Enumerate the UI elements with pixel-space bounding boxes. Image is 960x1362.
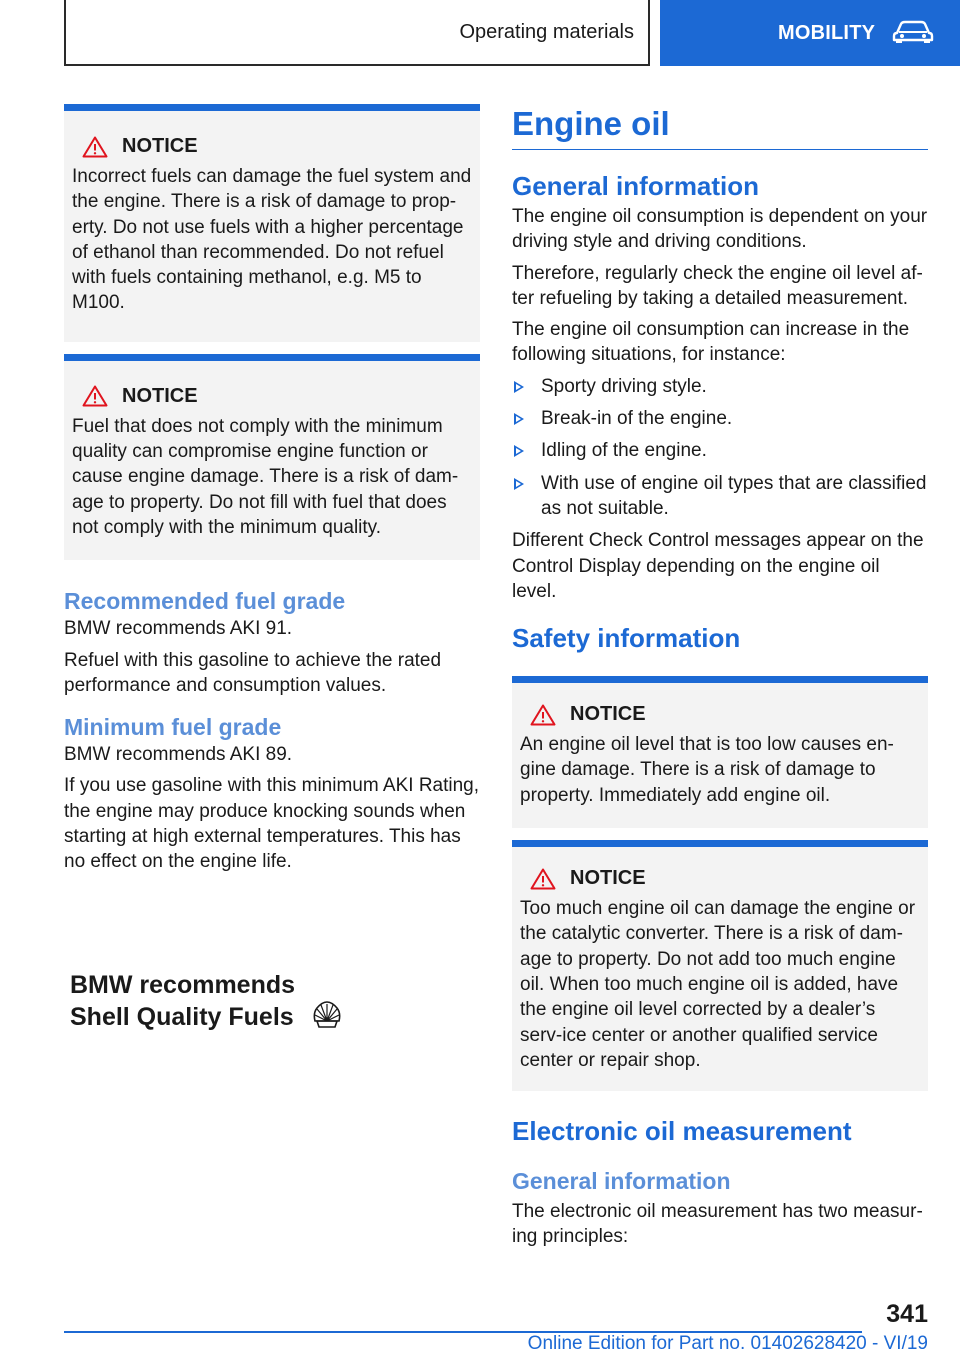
- warning-icon: [530, 868, 556, 890]
- notice-title: NOTICE: [570, 703, 646, 726]
- notice-box: [512, 676, 928, 828]
- paragraph: The electronic oil measurement has two measur‐ing principles:: [512, 1201, 923, 1248]
- notice-box: [512, 840, 928, 1091]
- shell-recommendation-logo: [70, 970, 370, 1037]
- notice-box: [64, 104, 480, 342]
- paragraph: Refuel with this gasoline to achieve the rated performance and consumption values.: [64, 649, 442, 696]
- notice-title: NOTICE: [570, 867, 646, 890]
- footer-edition: Online Edition for Part no. 01402628420 - VI/19: [527, 1333, 928, 1354]
- paragraph: If you use gasoline with this minimum AKI Rating, the engine may produce knocking sounds when starting at high external temperatures. This has no effect on the engine life.: [64, 775, 480, 873]
- bullet-triangle-icon: [514, 478, 524, 490]
- bullet-triangle-icon: [514, 445, 524, 457]
- paragraph: Therefore, regularly check the engine oil level af‐ter refueling by taking a detailed measurement.: [512, 262, 923, 309]
- list-item: Break-in of the engine.: [512, 406, 928, 431]
- left-column: [64, 104, 480, 881]
- section-heading: General information: [512, 171, 760, 201]
- list-item: Idling of the engine.: [512, 438, 928, 463]
- shell-line-2: Shell Quality Fuels: [70, 1003, 294, 1031]
- notice-title: NOTICE: [122, 384, 198, 407]
- right-column: [512, 104, 928, 1256]
- section-heading: Recommended fuel grade: [64, 588, 346, 615]
- general-information-section: [512, 170, 928, 604]
- car-icon: [891, 19, 935, 48]
- page-title: Engine oil: [512, 104, 928, 150]
- section-heading: Minimum fuel grade: [64, 714, 282, 741]
- notice-header: [82, 385, 472, 408]
- notice-box: [64, 354, 480, 560]
- paragraph: Different Check Control messages appear on the Control Display depending on the engine oil level.: [512, 530, 924, 602]
- notice-body: Incorrect fuels can damage the fuel system and the engine. There is a risk of damage to prop‐erty. Do not use fuels with a higher percentage of ethanol than recommended. Do not refuel with fuels containing methanol, e.g. M5 to M100.: [72, 166, 472, 314]
- paragraph: BMW recommends AKI 91.: [64, 618, 293, 640]
- page-number: 341: [886, 1300, 928, 1328]
- paragraph: The engine oil consumption can increase in the following situations, for instance:: [512, 319, 910, 366]
- notice-body: An engine oil level that is too low causes en‐gine damage. There is a risk of damage to property. Immediately add engine oil.: [520, 734, 894, 806]
- recommended-fuel-section: [64, 586, 480, 698]
- header-mobility-tab[interactable]: [660, 0, 960, 66]
- header-section-box: [64, 0, 650, 66]
- notice-header: [82, 135, 472, 158]
- list-item: Sporty driving style.: [512, 374, 928, 399]
- notice-body: Fuel that does not comply with the minimum quality can compromise engine function or cause engine damage. There is a risk of dam‐age to property. Do not fill with fuel that does not comply with the minimum quality.: [72, 415, 459, 538]
- notice-body: Too much engine oil can damage the engine or the catalytic converter. There is a risk of dam‐age to property. Do not add too much engine oil. When too much engine oil is added, have the engine oil level corrected by a dealer’s serv‐ice center or another qualified service center or repair shop.: [520, 898, 916, 1071]
- notice-title: NOTICE: [122, 135, 198, 157]
- paragraph: BMW recommends AKI 89.: [64, 744, 293, 766]
- shell-line-1: BMW recommends: [70, 971, 296, 999]
- section-heading: Safety information: [512, 623, 741, 654]
- header-section-title: Operating materials: [459, 20, 634, 43]
- safety-information-section: [512, 622, 928, 1091]
- warning-icon: [82, 385, 108, 407]
- warning-icon: [82, 136, 108, 158]
- header-tab-label: MOBILITY: [778, 21, 876, 44]
- minimum-fuel-section: [64, 712, 480, 874]
- subsection-heading: General information: [512, 1168, 731, 1195]
- notice-header: [530, 703, 920, 726]
- bullet-triangle-icon: [514, 381, 524, 393]
- bullet-triangle-icon: [514, 413, 524, 425]
- situations-list: [512, 374, 928, 521]
- paragraph: The engine oil consumption is dependent on your driving style and driving conditions.: [512, 206, 928, 253]
- electronic-oil-measurement-section: [512, 1115, 928, 1250]
- shell-pecten-icon: [311, 1001, 343, 1037]
- section-heading: Electronic oil measurement: [512, 1116, 852, 1147]
- list-item: With use of engine oil types that are classified as not suitable.: [512, 471, 928, 522]
- warning-icon: [530, 704, 556, 726]
- notice-header: [530, 867, 920, 890]
